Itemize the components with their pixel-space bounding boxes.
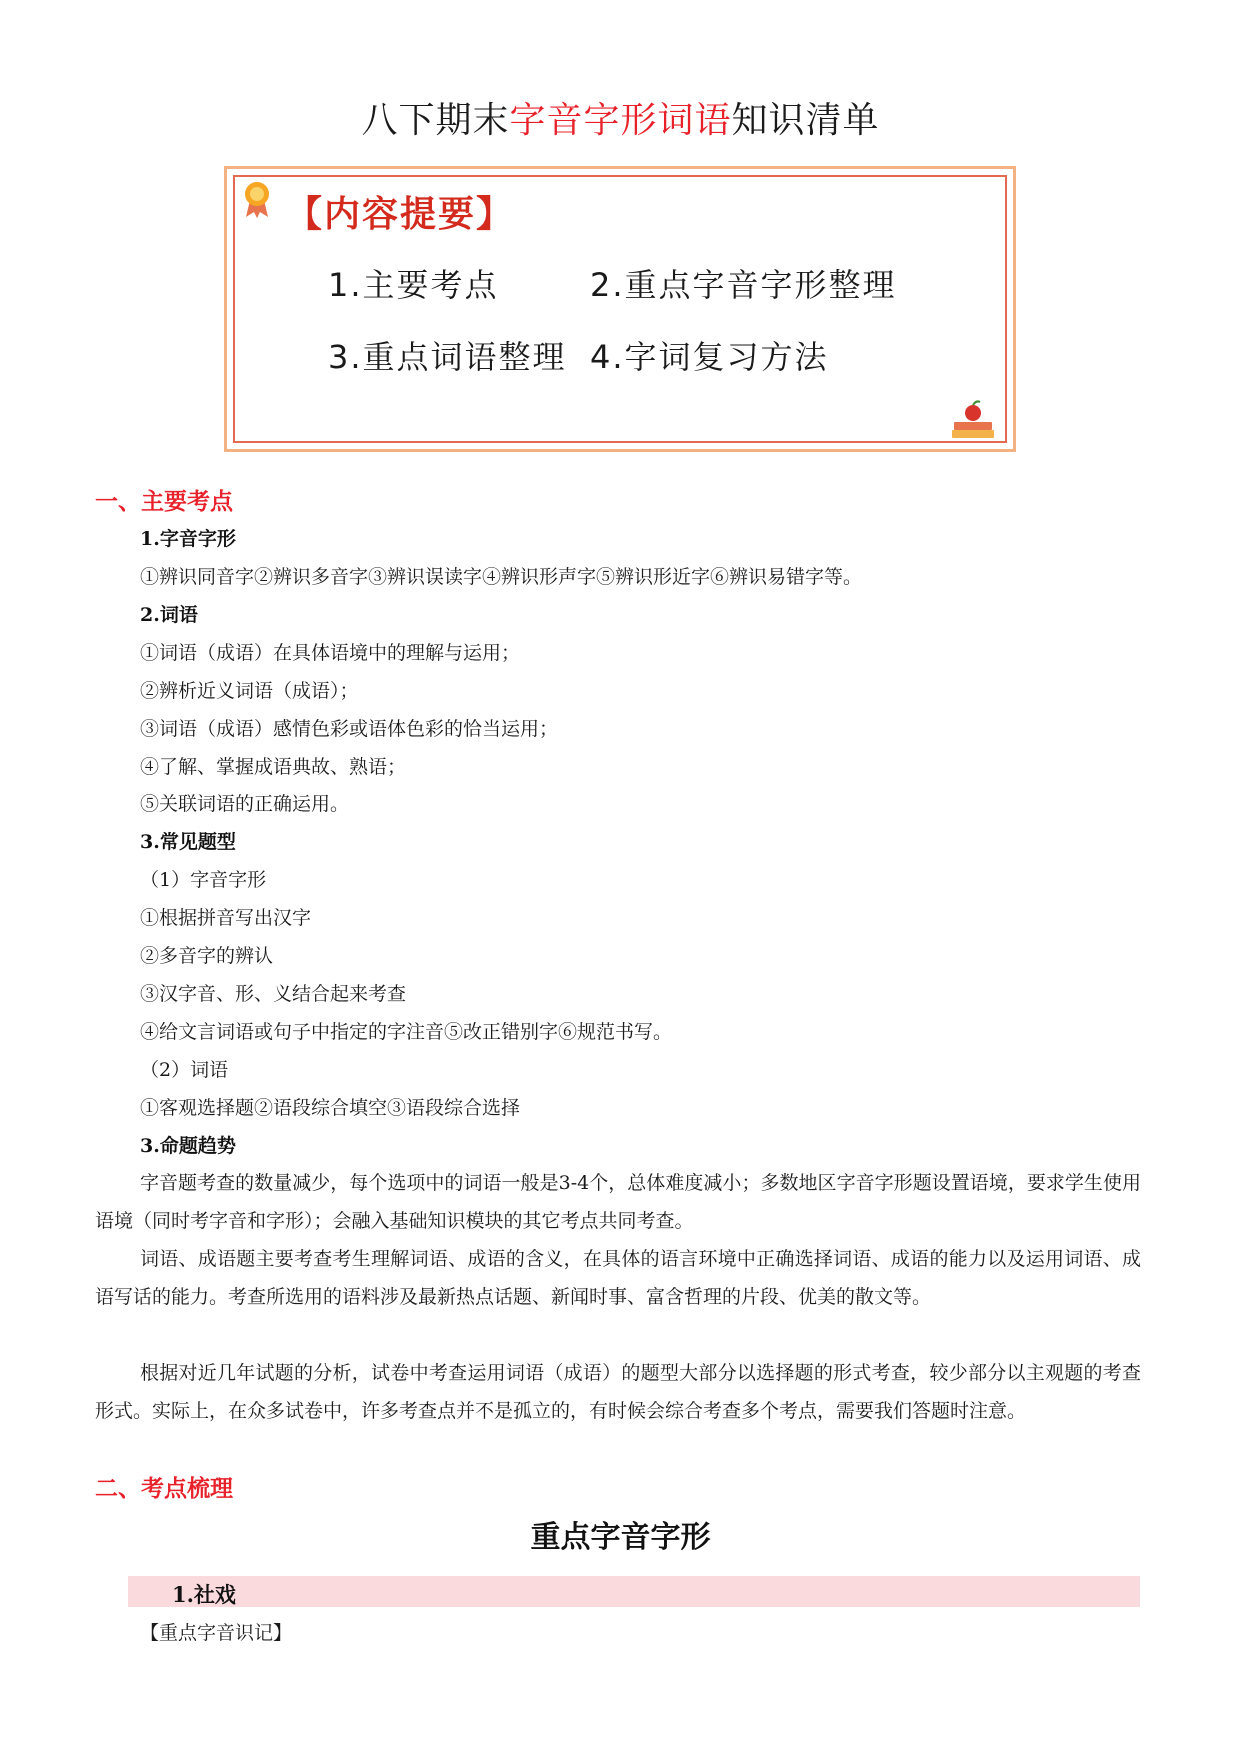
summary-heading: 【内容提要】 xyxy=(286,194,515,235)
sub-heading-words: 2.词语 xyxy=(140,604,198,626)
summary-item-4: 4.字词复习方法 xyxy=(590,338,829,376)
list-item: （1）字音字形 xyxy=(140,869,267,891)
summary-item-3: 3.重点词语整理 xyxy=(328,338,567,376)
list-item: ②辨析近义词语（成语）； xyxy=(140,680,359,702)
list-item: ①根据拼音写出汉字 xyxy=(140,907,312,929)
sub-heading-pronunciation: 1.字音字形 xyxy=(140,528,236,550)
list-item: ①客观选择题②语段综合填空③语段综合选择 xyxy=(140,1097,521,1119)
summary-item-2: 2.重点字音字形整理 xyxy=(590,266,897,304)
title-suffix: 知识清单 xyxy=(731,100,880,141)
list-item: ②多音字的辨认 xyxy=(140,945,274,967)
section-heading-main-points: 一、主要考点 xyxy=(95,489,233,515)
sub-heading-question-types: 3.常见题型 xyxy=(140,831,236,853)
medal-icon xyxy=(242,180,272,220)
list-item: ④了解、掌握成语典故、熟语； xyxy=(140,756,407,778)
summary-item-1: 1.主要考点 xyxy=(328,266,499,304)
note-label: 【重点字音识记】 xyxy=(140,1622,293,1644)
list-item: （2）词语 xyxy=(140,1059,229,1081)
list-item: ⑤关联词语的正确运用。 xyxy=(140,793,350,815)
list-item: ①词语（成语）在具体语境中的理解与运用； xyxy=(140,642,521,664)
section-heading-review: 二、考点梳理 xyxy=(95,1476,233,1502)
page-title xyxy=(0,92,1241,143)
list-item: ③汉字音、形、义结合起来考查 xyxy=(140,983,407,1005)
sub-heading-trends: 3.命题趋势 xyxy=(140,1135,236,1157)
paragraph: 字音题考查的数量减少，每个选项中的词语一般是3-4个，总体难度减小；多数地区字音字形题设置语境，要求学生使用语境（同时考字音和字形）；会融入基础知识模块的其它考点共同考查。 xyxy=(95,1172,1141,1232)
list-item: ③词语（成语）感情色彩或语体色彩的恰当运用； xyxy=(140,718,559,740)
books-apple-icon xyxy=(950,400,996,440)
center-title: 重点字音字形 xyxy=(530,1520,711,1555)
list-item: ④给文言词语或句子中指定的字注音⑤改正错别字⑥规范书写。 xyxy=(140,1021,673,1043)
lesson-title: 1.社戏 xyxy=(172,1582,236,1607)
lesson-bar xyxy=(128,1576,1140,1607)
title-prefix: 八下期末 xyxy=(361,100,510,141)
list-item: ①辨识同音字②辨识多音字③辨识误读字④辨识形声字⑤辨识形近字⑥辨识易错字等。 xyxy=(140,566,863,588)
title-highlight: 字音字形词语 xyxy=(509,100,732,141)
paragraph: 词语、成语题主要考查考生理解词语、成语的含义，在具体的语言环境中正确选择词语、成语的能力以及运用词语、成语写话的能力。考查所选用的语料涉及最新热点话题、新闻时事、富含哲理的片段、优美的散文等。 xyxy=(95,1248,1141,1308)
paragraph: 根据对近几年试题的分析，试卷中考查运用词语（成语）的题型大部分以选择题的形式考查，较少部分以主观题的考查形式。实际上，在众多试卷中，许多考查点并不是孤立的，有时候会综合考查多个考点，需要我们答题时注意。 xyxy=(95,1362,1141,1422)
